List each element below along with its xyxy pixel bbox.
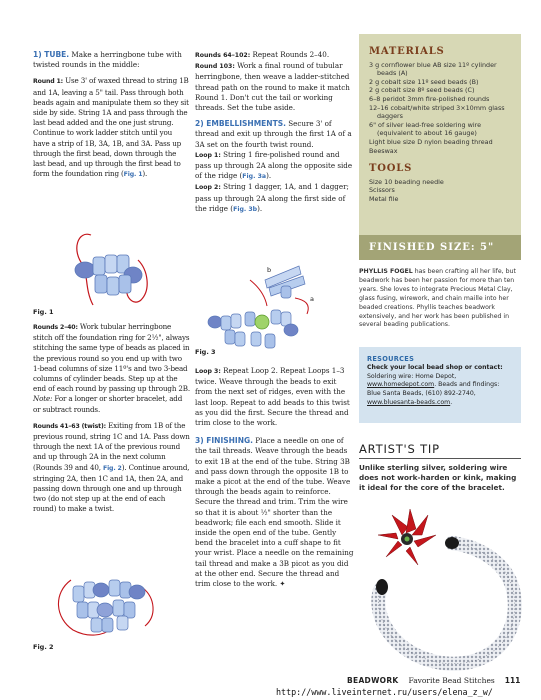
- fig3a-reference: Fig. 3a: [242, 173, 267, 181]
- loop2-end: ).: [257, 203, 263, 213]
- fig2-reference: Fig. 2: [103, 464, 122, 472]
- finishing-paragraph: [195, 436, 355, 589]
- instructions-column-middle: [195, 50, 355, 221]
- note-text: For a longer or shorter bracelet, add or subtract rounds.: [33, 394, 183, 414]
- materials-item: Light blue size D nylon beading thread: [369, 137, 493, 146]
- footer-title: Favorite Bead Stitches: [408, 676, 495, 685]
- resources-line2: . Beads and findings: Blue Santa Beads, (610) 892-2740,: [367, 381, 500, 398]
- author-bio-text: has been crafting all her life, but beadwork has been her passion for more than ten years. She loves to integrate Precious Metal Clay, glass fusing, wirework, and chain maille into her beaded creations. Phyllis teaches beadwork extensively, and her work has been published in several beading publications.: [359, 268, 516, 329]
- rounds-64-102-label: Rounds 64–102:: [195, 52, 251, 59]
- artist-tip-text: Unlike sterling silver, soldering wire does not work-harden or kink, making it ideal for the core of the bracelet.: [359, 463, 517, 492]
- finishing-text: Place a needle on one of the tail threads. Weave through the beads to exit 1B at the end of the tube. String 3B and pass down through the opposite 1B to make a picot at the end of the tube. Weave through the beads again to reinforce. Secure the thread and trim. Trim the wire so that it is about ½" shorter than the beadwork; file each end smooth. Slide it inside the open end of the tube. Gently bend the bracelet into a cuff shape to fit your wrist. Place a needle on the remaining tail thread and make a 3B picot as you did at the other end. Secure the thread and trim close to the work. ✦: [195, 436, 354, 589]
- round-103-text: Work a final round of tubular herringbone, then weave a ladder-stitched thread path on the round to make it match Round 1. Don't cut the tail or working threads. Set the tube aside.: [195, 61, 350, 113]
- loop2-paragraph: [195, 182, 355, 215]
- fig3-label: Fig. 3: [195, 348, 216, 356]
- loop1-label: Loop 1:: [195, 151, 221, 159]
- loop3-label: Loop 3:: [195, 368, 221, 375]
- fig1-label: Fig. 1: [33, 308, 54, 316]
- fig1-reference: Fig. 1: [123, 171, 143, 179]
- round1-end: ).: [142, 169, 148, 179]
- rounds-2-40-text: Work tubular herringbone stitch off the foundation ring for 2½", always stitching the same type of beads as placed in the previous round so you end up with two 1-bead columns of size 11º's and two 3-bead columns of cylinder beads. Step up at the end of each round by passing up through 2B.: [33, 322, 191, 394]
- loop1-text: String 1 fire-polished round and pass up through 2A along the opposite side of the ridge (: [195, 149, 353, 181]
- watermark-url: http://www.liveinternet.ru/users/elena_z_w/: [276, 687, 493, 697]
- loop3-paragraph: [195, 366, 355, 428]
- tube-intro: Make a herringbone tube with twisted rounds in the middle:: [33, 50, 182, 70]
- round1-label: Round 1:: [33, 78, 63, 86]
- tube-heading: 1) TUBE.: [33, 50, 70, 59]
- resources-text: [367, 373, 513, 408]
- footer-brand: BEADWORK: [347, 676, 399, 685]
- round1-text: Use 3' of waxed thread to string 1B and 1A, leaving a 5" tail. Pass through both beads again and manipulate them so they sit side by side. String 1A and pass through the last bead added and the one just strung. Continue to work ladder stitch until you have a strip of 1B, 3A, 1B, and 3A. Pass up through the first bead, down through the last bead, and up through the first bead to form the foundation ring (: [33, 76, 189, 179]
- fig2-illustration: [33, 568, 193, 644]
- tools-item: Metal file: [369, 194, 399, 203]
- round-103-label: Round 103:: [195, 63, 235, 71]
- embellishments-paragraph: [195, 119, 355, 150]
- loop3-text: Repeat Loop 2. Repeat Loops 1–3 twice. Weave through the beads to exit from the next set of ridges, even with the last loop. Repeat to add beads to this twist as you did the first. Secure the thread and trim close to the work.: [195, 366, 350, 428]
- fig3-illustration: [195, 258, 355, 358]
- resources-title: RESOURCES: [367, 355, 415, 363]
- bracelet-photo: [362, 495, 527, 675]
- author-bio: [359, 268, 519, 330]
- tube-paragraph: [33, 50, 190, 70]
- materials-item: 6–8 peridot 3mm fire-polished rounds: [369, 94, 490, 103]
- finishing-heading: 3) FINISHING.: [195, 436, 253, 446]
- page-footer: [347, 676, 520, 685]
- materials-item: 2 g cobalt size 8º seed beads (C): [369, 86, 475, 95]
- round1-paragraph: [33, 76, 190, 180]
- instructions-column-left: [33, 50, 190, 186]
- tools-item: Size 10 beading needle: [369, 177, 444, 186]
- fig3-letter-b: b: [267, 266, 272, 274]
- page-number: 111: [504, 676, 521, 685]
- fig1-illustration: [33, 215, 193, 315]
- blue-santa-link[interactable]: www.bluesanta-beads.com: [367, 398, 451, 406]
- tools-title: TOOLS: [369, 163, 413, 175]
- artist-tip-divider: [359, 458, 521, 459]
- fig3-letter-a: a: [310, 295, 314, 303]
- materials-item: 3 g cornflower blue AB size 11º cylinder beads (A): [369, 60, 497, 78]
- artist-tip-title: ARTIST'S TIP: [359, 442, 440, 456]
- resources-line2-end: .: [450, 398, 453, 406]
- rounds-2-40-paragraph: [33, 322, 190, 415]
- rounds-41-63-label: Rounds 41–63 (twist):: [33, 422, 106, 430]
- finished-size-banner: FINISHED SIZE: 5": [359, 235, 521, 260]
- note-label: Note:: [33, 394, 53, 404]
- rounds-41-63-paragraph: [33, 421, 190, 515]
- loop2-text: String 1 dagger, 1A, and 1 dagger; pass up through 2A along the first side of the ridge (: [195, 182, 349, 213]
- materials-item: 6" of silver lead-free soldering wire (equivalent to about 16 gauge): [369, 120, 482, 138]
- rounds-41-63-text: Exiting from 1B of the previous round, string 1C and 1A. Pass down through the next 1A of the previous round and up through 2A in the next column (Rounds 39 and 40,: [33, 420, 190, 472]
- rounds-64-102-paragraph: [195, 50, 355, 61]
- materials-item: Beeswax: [369, 146, 398, 155]
- materials-sidebar: [359, 34, 521, 260]
- loop1-end: ).: [266, 171, 272, 181]
- fig3b-reference: Fig. 3b: [233, 205, 258, 213]
- loop1-paragraph: [195, 150, 355, 183]
- resources-line1: Soldering wire: Home Depot,: [367, 372, 457, 380]
- resources-box: [359, 347, 521, 423]
- materials-item: 2 g cobalt size 11º seed beads (B): [369, 77, 479, 86]
- resources-subtitle: Check your local bead shop or contact:: [367, 363, 503, 371]
- author-name: PHYLLIS FOGEL: [359, 268, 413, 275]
- rounds-41-63-end: ). Continue around, stringing 2A, then 1C and 1A, then 2A, and passing down through one and up through two (do not step up at the end of each round) to make a twist.: [33, 462, 190, 514]
- materials-item: 12–16 cobalt/white striped 3×10mm glass daggers: [369, 103, 505, 121]
- tools-item: Scissors: [369, 186, 395, 195]
- home-depot-link[interactable]: www.homedepot.com: [367, 381, 435, 389]
- rounds-64-102-text: Repeat Rounds 2–40.: [250, 50, 330, 59]
- fig2-label: Fig. 2: [33, 643, 54, 651]
- instructions-column-left-lower: [33, 322, 190, 521]
- rounds-2-40-label: Rounds 2–40:: [33, 324, 78, 331]
- embellishments-heading: 2) EMBELLISHMENTS.: [195, 119, 286, 129]
- instructions-column-middle-lower: [195, 366, 355, 595]
- round-103-paragraph: [195, 61, 355, 113]
- loop2-label: Loop 2:: [195, 184, 221, 192]
- materials-title: MATERIALS: [369, 46, 445, 57]
- embellishments-intro: Secure 3' of thread and exit up through the first 1A of a 3A set on the fourth twist round.: [195, 119, 352, 149]
